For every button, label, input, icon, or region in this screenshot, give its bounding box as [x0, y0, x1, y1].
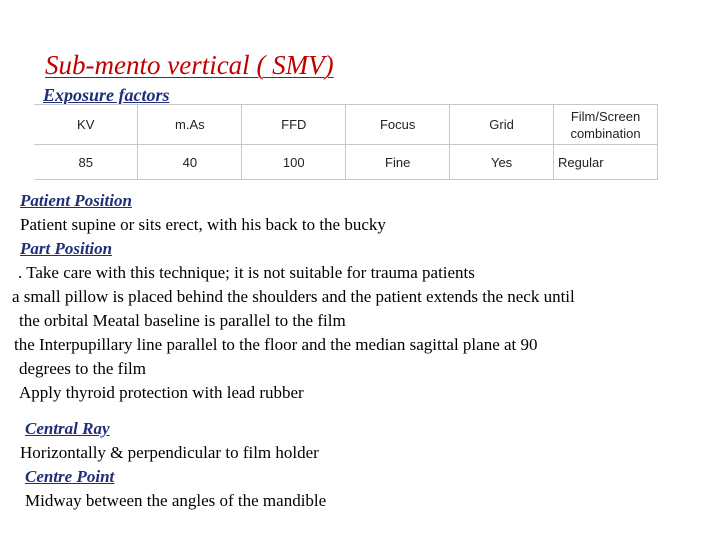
- table-header-film-screen: Film/Screen combination: [554, 105, 658, 145]
- patient-position-heading: Patient Position: [20, 191, 132, 210]
- central-ray-text: Horizontally & perpendicular to film holder: [20, 443, 319, 462]
- exposure-factors-table: [34, 104, 658, 180]
- table-cell-mas: 40: [138, 145, 242, 180]
- table-header-ffd: FFD: [242, 105, 346, 145]
- central-ray-heading: Central Ray: [25, 419, 110, 438]
- table-cell-film-screen: Regular: [554, 145, 658, 180]
- table-header-focus: Focus: [346, 105, 450, 145]
- part-position-line: a small pillow is placed behind the shoulders and the patient extends the neck until: [12, 287, 575, 306]
- exposure-factors-heading: Exposure factors: [43, 85, 170, 105]
- page-title: Sub-mento vertical ( SMV): [45, 50, 334, 80]
- table-cell-grid: Yes: [450, 145, 554, 180]
- part-position-line: degrees to the film: [19, 359, 146, 378]
- part-position-heading: Part Position: [20, 239, 113, 258]
- table-header-grid: Grid: [450, 105, 554, 145]
- part-position-line: the Interpupillary line parallel to the floor and the median sagittal plane at 90: [14, 335, 538, 354]
- part-position-line: the orbital Meatal baseline is parallel to the film: [19, 311, 346, 330]
- table-cell-focus: Fine: [346, 145, 450, 180]
- table-cell-kv: 85: [34, 145, 138, 180]
- patient-position-text: Patient supine or sits erect, with his back to the bucky: [20, 215, 386, 234]
- table-header-row: [34, 105, 658, 145]
- table-header-mas: m.As: [138, 105, 242, 145]
- table-value-row: [34, 145, 658, 180]
- centre-point-heading: Centre Point: [25, 467, 115, 486]
- part-position-line: Apply thyroid protection with lead rubber: [19, 383, 304, 402]
- centre-point-text: Midway between the angles of the mandible: [25, 491, 327, 510]
- table-cell-ffd: 100: [242, 145, 346, 180]
- table-header-kv: KV: [34, 105, 138, 145]
- part-position-line: . Take care with this technique; it is not suitable for trauma patients: [18, 263, 475, 282]
